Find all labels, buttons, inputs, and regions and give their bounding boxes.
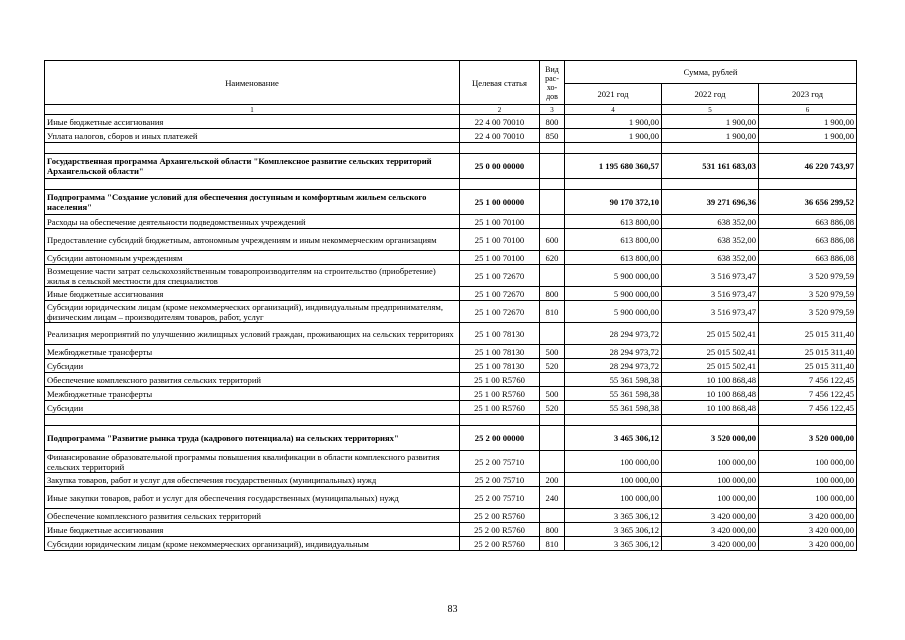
table-row (45, 345, 857, 359)
row-sum-2023: 7 456 122,45 (759, 373, 857, 387)
row-sum-2022: 100 000,00 (662, 487, 759, 509)
row-code: 25 2 00 75710 (460, 487, 540, 509)
column-number: 3 (540, 105, 565, 115)
row-kind (540, 509, 565, 523)
row-sum-2023: 3 520 979,59 (759, 287, 857, 301)
column-number: 6 (759, 105, 857, 115)
table-row (45, 473, 857, 487)
row-sum-2021: 3 465 306,12 (565, 426, 662, 451)
row-kind (540, 451, 565, 473)
row-sum-2021: 613 800,00 (565, 229, 662, 251)
row-sum-2022: 25 015 502,41 (662, 359, 759, 373)
table-row (45, 115, 857, 129)
row-code: 22 4 00 70010 (460, 129, 540, 143)
table-row (45, 487, 857, 509)
row-sum-2022: 100 000,00 (662, 473, 759, 487)
row-sum-2022: 39 271 696,36 (662, 190, 759, 215)
row-sum-2022: 3 420 000,00 (662, 509, 759, 523)
row-name: Закупка товаров, работ и услуг для обеспечения государственных (муниципальных) нужд (45, 473, 460, 487)
row-code: 25 2 00 00000 (460, 426, 540, 451)
table-row (45, 229, 857, 251)
row-kind: 200 (540, 473, 565, 487)
header-year-2022: 2022 год (662, 84, 759, 105)
row-name: Иные бюджетные ассигнования (45, 115, 460, 129)
row-kind: 500 (540, 345, 565, 359)
row-name: Иные закупки товаров, работ и услуг для обеспечения государственных (муниципальных) нужд (45, 487, 460, 509)
row-sum-2023: 1 900,00 (759, 129, 857, 143)
row-name: Финансирование образовательной программы повышения квалификации в области комплексного развития сельских территорий (45, 451, 460, 473)
column-number: 1 (45, 105, 460, 115)
row-sum-2021: 100 000,00 (565, 451, 662, 473)
row-code: 25 2 00 75710 (460, 451, 540, 473)
subprogram-row (45, 426, 857, 451)
row-sum-2023: 3 420 000,00 (759, 523, 857, 537)
header-year-2023: 2023 год (759, 84, 857, 105)
row-code: 25 1 00 72670 (460, 301, 540, 323)
table-row (45, 509, 857, 523)
row-sum-2021: 613 800,00 (565, 251, 662, 265)
row-kind (540, 373, 565, 387)
row-sum-2022: 3 520 000,00 (662, 426, 759, 451)
row-sum-2021: 3 365 306,12 (565, 523, 662, 537)
row-sum-2023: 7 456 122,45 (759, 387, 857, 401)
row-kind: 520 (540, 359, 565, 373)
row-sum-2023: 1 900,00 (759, 115, 857, 129)
row-code: 25 1 00 70100 (460, 215, 540, 229)
row-kind: 800 (540, 523, 565, 537)
row-kind (540, 426, 565, 451)
row-sum-2021: 28 294 973,72 (565, 345, 662, 359)
row-sum-2022: 638 352,00 (662, 215, 759, 229)
row-name: Субсидии автономным учреждениям (45, 251, 460, 265)
table-row (45, 387, 857, 401)
row-code: 25 1 00 78130 (460, 359, 540, 373)
row-sum-2023: 100 000,00 (759, 487, 857, 509)
row-name: Иные бюджетные ассигнования (45, 287, 460, 301)
row-sum-2023: 25 015 311,40 (759, 359, 857, 373)
row-name: Межбюджетные трансферты (45, 387, 460, 401)
row-sum-2021: 5 900 000,00 (565, 287, 662, 301)
row-sum-2023: 25 015 311,40 (759, 323, 857, 345)
row-sum-2021: 28 294 973,72 (565, 323, 662, 345)
row-sum-2021: 5 900 000,00 (565, 301, 662, 323)
table-row (45, 451, 857, 473)
row-sum-2021: 613 800,00 (565, 215, 662, 229)
spacer-row (45, 143, 857, 154)
row-name: Обеспечение комплексного развития сельских территорий (45, 373, 460, 387)
row-code: 25 2 00 R5760 (460, 537, 540, 551)
table-row (45, 287, 857, 301)
row-sum-2022: 25 015 502,41 (662, 345, 759, 359)
row-code: 25 0 00 00000 (460, 154, 540, 179)
row-sum-2021: 1 900,00 (565, 129, 662, 143)
row-name: Подпрограмма "Развитие рынка труда (кадрового потенциала) на сельских территориях" (45, 426, 460, 451)
header-name: Наименование (45, 61, 460, 105)
row-sum-2021: 5 900 000,00 (565, 265, 662, 287)
row-sum-2022: 10 100 868,48 (662, 401, 759, 415)
row-name: Обеспечение комплексного развития сельских территорий (45, 509, 460, 523)
row-sum-2021: 3 365 306,12 (565, 509, 662, 523)
table-row (45, 301, 857, 323)
row-code: 25 2 00 R5760 (460, 523, 540, 537)
row-sum-2022: 100 000,00 (662, 451, 759, 473)
row-sum-2023: 3 420 000,00 (759, 537, 857, 551)
row-sum-2021: 28 294 973,72 (565, 359, 662, 373)
row-name: Подпрограмма "Создание условий для обеспечения доступным и комфортным жильем сельского населения" (45, 190, 460, 215)
table-row (45, 215, 857, 229)
row-name: Субсидии (45, 359, 460, 373)
row-sum-2022: 531 161 683,03 (662, 154, 759, 179)
spacer-row (45, 179, 857, 190)
header-expense-kind: Вид рас-хо-дов (540, 61, 565, 105)
table-row (45, 251, 857, 265)
row-kind (540, 215, 565, 229)
row-sum-2021: 1 195 680 360,57 (565, 154, 662, 179)
row-sum-2023: 663 886,08 (759, 229, 857, 251)
row-sum-2022: 3 516 973,47 (662, 287, 759, 301)
row-sum-2021: 1 900,00 (565, 115, 662, 129)
row-sum-2023: 46 220 743,97 (759, 154, 857, 179)
row-name: Расходы на обеспечение деятельности подведомственных учреждений (45, 215, 460, 229)
row-code: 25 2 00 R5760 (460, 509, 540, 523)
row-kind: 810 (540, 301, 565, 323)
budget-table (44, 60, 857, 551)
row-code: 25 1 00 R5760 (460, 401, 540, 415)
page-number: 83 (447, 604, 458, 615)
row-sum-2023: 7 456 122,45 (759, 401, 857, 415)
header-sum: Сумма, рублей (565, 61, 857, 84)
row-kind (540, 190, 565, 215)
row-name: Субсидии (45, 401, 460, 415)
row-sum-2023: 3 520 979,59 (759, 301, 857, 323)
row-kind: 240 (540, 487, 565, 509)
row-sum-2022: 1 900,00 (662, 129, 759, 143)
row-sum-2022: 3 420 000,00 (662, 537, 759, 551)
row-sum-2023: 3 420 000,00 (759, 509, 857, 523)
row-kind: 800 (540, 115, 565, 129)
header-target-article: Целевая статья (460, 61, 540, 105)
row-code: 25 1 00 00000 (460, 190, 540, 215)
row-sum-2021: 90 170 372,10 (565, 190, 662, 215)
row-code: 25 1 00 78130 (460, 323, 540, 345)
row-name: Возмещение части затрат сельскохозяйственным товаропроизводителям на строительство (приобретение) жилья в сельской местности для специалистов (45, 265, 460, 287)
column-number: 5 (662, 105, 759, 115)
row-sum-2021: 100 000,00 (565, 487, 662, 509)
row-sum-2022: 638 352,00 (662, 229, 759, 251)
row-kind: 800 (540, 287, 565, 301)
row-sum-2023: 3 520 979,59 (759, 265, 857, 287)
table-row (45, 537, 857, 551)
row-sum-2021: 100 000,00 (565, 473, 662, 487)
table-row (45, 373, 857, 387)
row-sum-2023: 3 520 000,00 (759, 426, 857, 451)
row-name: Межбюджетные трансферты (45, 345, 460, 359)
row-code: 25 1 00 R5760 (460, 387, 540, 401)
row-sum-2021: 55 361 598,38 (565, 373, 662, 387)
row-kind (540, 154, 565, 179)
subprogram-row (45, 190, 857, 215)
row-sum-2023: 663 886,08 (759, 251, 857, 265)
row-kind: 600 (540, 229, 565, 251)
row-kind: 850 (540, 129, 565, 143)
table-row (45, 323, 857, 345)
row-sum-2021: 3 365 306,12 (565, 537, 662, 551)
row-code: 25 1 00 72670 (460, 287, 540, 301)
row-sum-2022: 3 516 973,47 (662, 265, 759, 287)
row-sum-2023: 100 000,00 (759, 451, 857, 473)
row-sum-2022: 10 100 868,48 (662, 373, 759, 387)
row-sum-2021: 55 361 598,38 (565, 401, 662, 415)
row-kind: 810 (540, 537, 565, 551)
row-sum-2023: 100 000,00 (759, 473, 857, 487)
row-name: Реализация мероприятий по улучшению жилищных условий граждан, проживающих на сельских территориях (45, 323, 460, 345)
row-kind: 500 (540, 387, 565, 401)
table-row (45, 129, 857, 143)
table-row (45, 359, 857, 373)
row-sum-2022: 25 015 502,41 (662, 323, 759, 345)
row-sum-2021: 55 361 598,38 (565, 387, 662, 401)
column-number: 2 (460, 105, 540, 115)
table-row (45, 523, 857, 537)
row-name: Государственная программа Архангельской области "Комплексное развитие сельских территорий Архангельской области" (45, 154, 460, 179)
row-name: Субсидии юридическим лицам (кроме некоммерческих организаций), индивидуальным предпринимателям, физическим лицам – производителям товаров, работ, услуг (45, 301, 460, 323)
row-code: 25 1 00 78130 (460, 345, 540, 359)
table-row (45, 401, 857, 415)
row-sum-2023: 36 656 299,52 (759, 190, 857, 215)
row-sum-2022: 638 352,00 (662, 251, 759, 265)
row-code: 25 1 00 70100 (460, 229, 540, 251)
header-year-2021: 2021 год (565, 84, 662, 105)
row-sum-2022: 3 516 973,47 (662, 301, 759, 323)
row-name: Уплата налогов, сборов и иных платежей (45, 129, 460, 143)
column-number: 4 (565, 105, 662, 115)
row-name: Предоставление субсидий бюджетным, автономным учреждениям и иным некоммерческим организациям (45, 229, 460, 251)
program-row (45, 154, 857, 179)
row-code: 25 1 00 R5760 (460, 373, 540, 387)
row-sum-2023: 25 015 311,40 (759, 345, 857, 359)
row-kind: 520 (540, 401, 565, 415)
row-kind (540, 265, 565, 287)
row-code: 25 1 00 70100 (460, 251, 540, 265)
row-name: Иные бюджетные ассигнования (45, 523, 460, 537)
row-name: Субсидии юридическим лицам (кроме некоммерческих организаций), индивидуальным (45, 537, 460, 551)
row-code: 25 1 00 72670 (460, 265, 540, 287)
row-code: 25 2 00 75710 (460, 473, 540, 487)
row-code: 22 4 00 70010 (460, 115, 540, 129)
spacer-row (45, 415, 857, 426)
row-kind (540, 323, 565, 345)
row-sum-2023: 663 886,08 (759, 215, 857, 229)
row-kind: 620 (540, 251, 565, 265)
row-sum-2022: 10 100 868,48 (662, 387, 759, 401)
row-sum-2022: 1 900,00 (662, 115, 759, 129)
row-sum-2022: 3 420 000,00 (662, 523, 759, 537)
table-row (45, 265, 857, 287)
